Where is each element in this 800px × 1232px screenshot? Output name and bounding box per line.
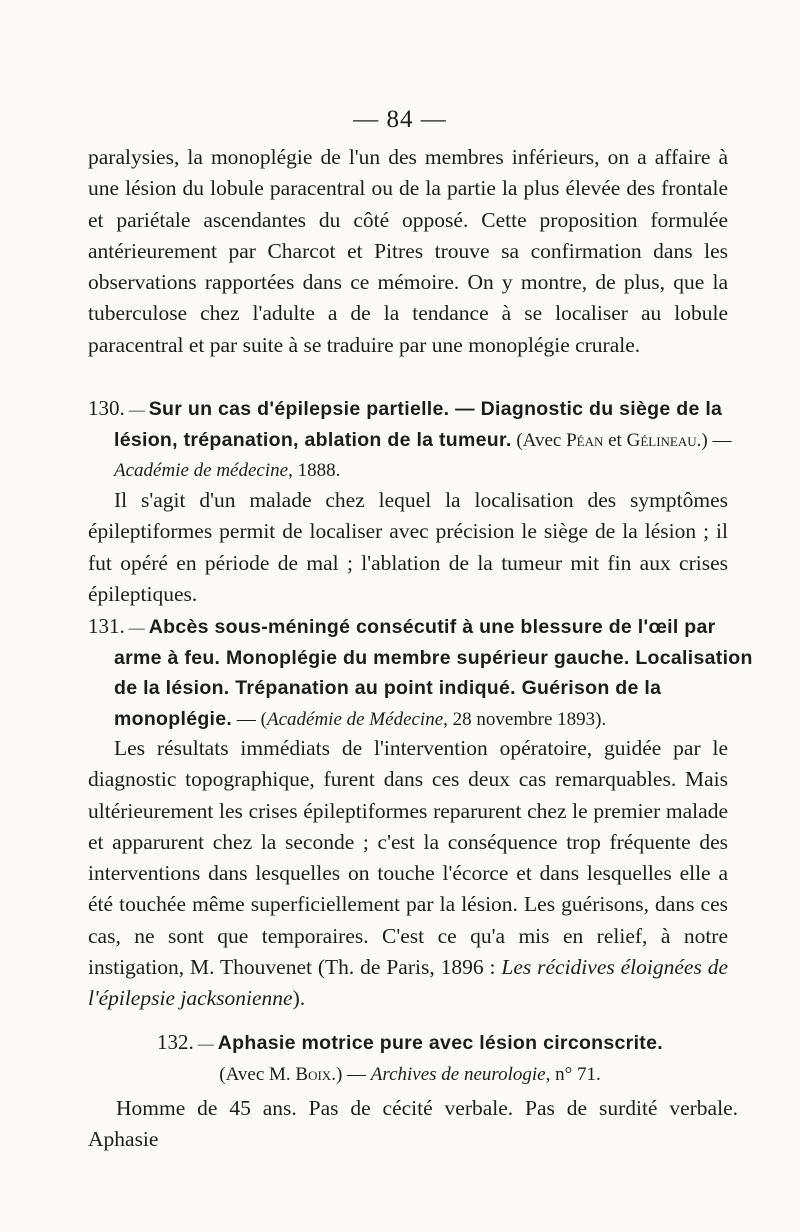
entry-130: 130. — Sur un cas d'épilepsie partielle. — Diagnostic du siège de la lésion, trépanation, ablation de la tumeur. (Avec Péan et Gélineau.) — Académie de médecine, 1888. [88, 396, 732, 481]
page-number: — 84 — [353, 106, 447, 133]
entry-132: 132. — Aphasie motrice pure avec lésion circonscrite. (Avec M. Boix.) — Archives de neurologie, n° 71. [157, 1030, 663, 1085]
author-gelineau: Gélineau [626, 429, 697, 451]
entry-131-source: Académie de Médecine [266, 708, 444, 730]
entry-131: 131. — Abcès sous-méningé consécutif à une blessure de l'œil par arme à feu. Monoplégie du membre supérieur gauche. Localisation de la lésion. Trépanation au point indiqué. Guérison de la monoplégie. — (Académie de Médecine, 28 novembre 1893). [88, 614, 753, 730]
entry-130-source: Académie de médecine [114, 460, 289, 481]
author-boix: Boix [295, 1063, 332, 1085]
paragraph-results: Les résultats immédiats de l'intervention opératoire, guidée par le diagnostic topographique, furent dans ces deux cas remarquables. Mais ultérieurement les crises épileptiformes reparurent chez le premier malade et apparurent chez la seconde ; c'est la conséquence trop fréquente des interventions dans lesquelles on touche l'écorce et dans lesquelles elle a été touchée même superficiellement par la lésion. Les guérisons, dans ces cas, ne sont que temporaires. C'est ce qu'a mis en relief, à notre instigation, M. Thouvenet (Th. de Paris, 1896 : Les récidives éloignées de l'épilepsie jacksonienne). [88, 736, 728, 1011]
entry-132-source: Archives de neurologie [370, 1063, 546, 1085]
entry-132-number: 132. [157, 1030, 194, 1054]
thesis-title: Les récidives éloignées de l'épilepsie jacksonienne [88, 955, 728, 1011]
author-pean: Péan [566, 429, 604, 451]
entry-132-title: Aphasie motrice pure avec lésion circonscrite. [217, 1032, 663, 1054]
entry-131-number: 131. [88, 614, 125, 638]
paragraph-132-start: Homme de 45 ans. Pas de cécité verbale. Pas de surdité verbale. Aphasie [88, 1096, 738, 1152]
paragraph-130-summary: Il s'agit d'un malade chez lequel la localisation des symptômes épileptiformes permit de localiser avec précision le siège de la lésion ; il fut opéré en période de mal ; l'ablation de la tumeur mit fin aux crises épileptiques. [88, 488, 728, 606]
entry-130-title: Sur un cas d'épilepsie partielle. — Diagnostic du siège de la lésion, trépanation, ablation de la tumeur. [114, 398, 723, 451]
paragraph-continuation: paralysies, la monoplégie de l'un des membres inférieurs, on a affaire à une lésion du lobule paracentral ou de la partie la plus élevée des frontale et pariétale ascendantes du côté opposé. Cette proposition formulée antérieurement par Charcot et Pitres trouve sa confirmation dans les observations rapportées dans ce mémoire. On y montre, de plus, que la tuberculose chez l'adulte a de la tendance à se localiser au lobule paracentral et par suite à se traduire par une monoplégie crurale. [88, 145, 728, 357]
entry-131-title: Abcès sous-méningé consécutif à une blessure de l'œil par arme à feu. Monoplégie du membre supérieur gauche. Localisation de la lésion. Trépanation au point indiqué. Guérison de la monoplégie. [114, 616, 753, 730]
entry-130-number: 130. [88, 396, 125, 420]
